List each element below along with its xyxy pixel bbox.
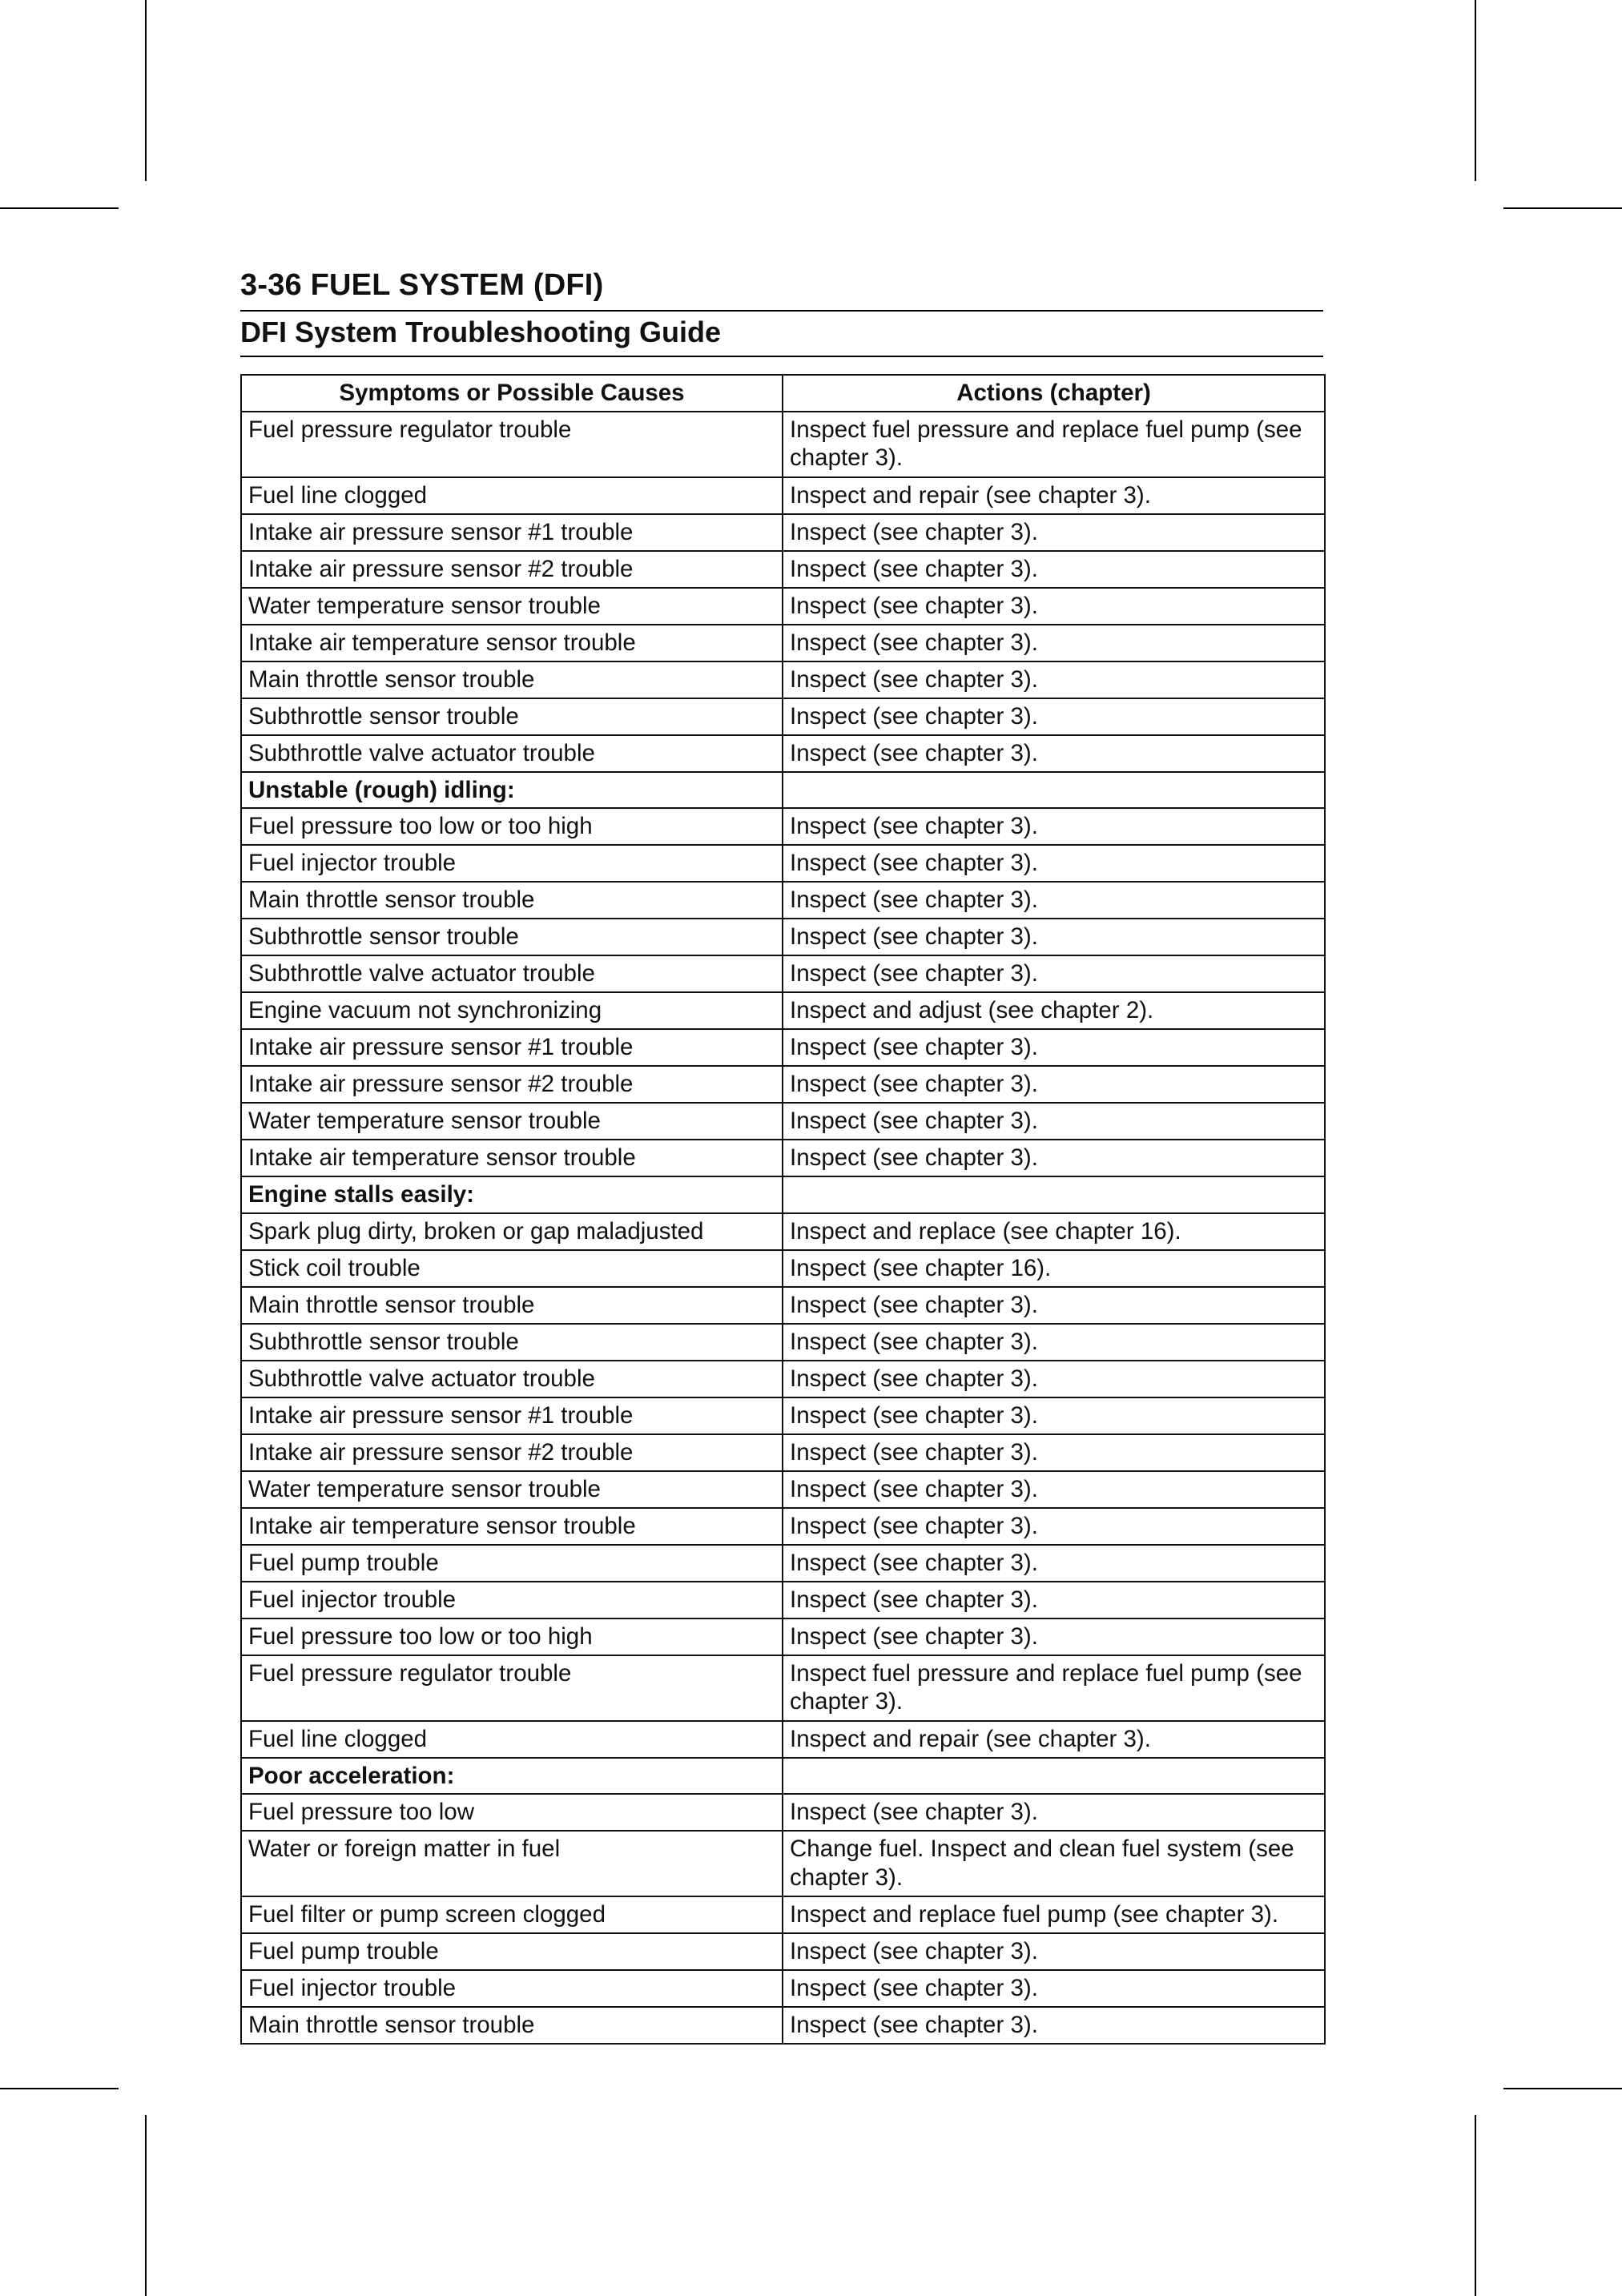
page-heading: 3-36 FUEL SYSTEM (DFI)	[240, 268, 604, 302]
cause-cell: Stick coil trouble	[241, 1250, 783, 1287]
table-row	[241, 955, 1325, 992]
action-cell: Inspect (see chapter 3).	[783, 1029, 1325, 1066]
table-row	[241, 1933, 1325, 1970]
table-row	[241, 1582, 1325, 1618]
group-heading-cell: Unstable (rough) idling:	[241, 772, 783, 809]
cause-cell: Fuel pump trouble	[241, 1933, 783, 1970]
action-cell	[783, 1758, 1325, 1795]
cause-cell: Fuel pressure too low or too high	[241, 1618, 783, 1655]
action-cell: Inspect (see chapter 3).	[783, 1103, 1325, 1140]
table-row	[241, 1140, 1325, 1176]
action-cell: Inspect (see chapter 3).	[783, 882, 1325, 919]
action-cell: Inspect (see chapter 3).	[783, 1933, 1325, 1970]
table-row	[241, 1250, 1325, 1287]
cause-cell: Water or foreign matter in fuel	[241, 1831, 783, 1896]
cause-cell: Fuel line clogged	[241, 477, 783, 514]
table-row	[241, 1213, 1325, 1250]
cause-cell: Fuel pump trouble	[241, 1545, 783, 1582]
table-row	[241, 1508, 1325, 1545]
cause-cell: Main throttle sensor trouble	[241, 661, 783, 698]
cause-cell: Intake air temperature sensor trouble	[241, 625, 783, 661]
table-row	[241, 1794, 1325, 1831]
section-heading: DFI System Troubleshooting Guide	[240, 316, 722, 348]
cause-cell: Water temperature sensor trouble	[241, 1471, 783, 1508]
table-row	[241, 808, 1325, 845]
action-cell: Inspect and repair (see chapter 3).	[783, 477, 1325, 514]
action-cell: Inspect (see chapter 3).	[783, 625, 1325, 661]
table-row	[241, 2007, 1325, 2044]
action-cell: Inspect (see chapter 3).	[783, 1618, 1325, 1655]
action-cell: Inspect (see chapter 3).	[783, 551, 1325, 588]
table-row	[241, 1618, 1325, 1655]
table-row	[241, 1066, 1325, 1103]
table-row	[241, 1397, 1325, 1434]
cause-cell: Intake air temperature sensor trouble	[241, 1140, 783, 1176]
table-row	[241, 1831, 1325, 1896]
crop-mark-bottom-right-horizontal	[1503, 2088, 1622, 2089]
cause-cell: Subthrottle sensor trouble	[241, 919, 783, 955]
action-cell: Inspect (see chapter 3).	[783, 514, 1325, 551]
crop-mark-top-right	[1475, 0, 1476, 181]
table-row	[241, 514, 1325, 551]
cause-cell: Subthrottle valve actuator trouble	[241, 955, 783, 992]
action-cell: Inspect (see chapter 3).	[783, 808, 1325, 845]
action-cell	[783, 772, 1325, 809]
crop-mark-bottom-left	[145, 2115, 147, 2296]
table-row	[241, 1287, 1325, 1324]
heading-rule	[240, 310, 1323, 312]
table-row	[241, 882, 1325, 919]
action-cell: Inspect (see chapter 3).	[783, 919, 1325, 955]
cause-cell: Subthrottle sensor trouble	[241, 1324, 783, 1361]
cause-cell: Intake air temperature sensor trouble	[241, 1508, 783, 1545]
table-row	[241, 1896, 1325, 1933]
action-cell: Inspect and adjust (see chapter 2).	[783, 992, 1325, 1029]
cause-cell: Engine vacuum not synchronizing	[241, 992, 783, 1029]
action-cell: Inspect (see chapter 3).	[783, 588, 1325, 625]
table-row	[241, 1361, 1325, 1397]
cause-cell: Fuel filter or pump screen clogged	[241, 1896, 783, 1933]
table-row	[241, 919, 1325, 955]
action-cell: Inspect (see chapter 16).	[783, 1250, 1325, 1287]
table-row	[241, 1970, 1325, 2007]
cause-cell: Intake air pressure sensor #1 trouble	[241, 514, 783, 551]
table-row	[241, 845, 1325, 882]
cause-cell: Spark plug dirty, broken or gap maladjusted	[241, 1213, 783, 1250]
table-row	[241, 1655, 1325, 1721]
table-row	[241, 1545, 1325, 1582]
action-cell	[783, 1176, 1325, 1213]
action-cell: Inspect (see chapter 3).	[783, 1140, 1325, 1176]
cause-cell: Fuel injector trouble	[241, 845, 783, 882]
action-cell: Inspect (see chapter 3).	[783, 845, 1325, 882]
cause-cell: Fuel line clogged	[241, 1721, 783, 1758]
cause-cell: Fuel pressure regulator trouble	[241, 1655, 783, 1721]
cause-cell: Fuel injector trouble	[241, 1582, 783, 1618]
action-cell: Inspect (see chapter 3).	[783, 698, 1325, 735]
cause-cell: Fuel injector trouble	[241, 1970, 783, 2007]
cause-cell: Water temperature sensor trouble	[241, 1103, 783, 1140]
action-cell: Inspect (see chapter 3).	[783, 735, 1325, 772]
column-header-causes: Symptoms or Possible Causes	[241, 375, 783, 412]
cause-cell: Subthrottle valve actuator trouble	[241, 735, 783, 772]
table-row	[241, 551, 1325, 588]
table-row	[241, 735, 1325, 772]
action-cell: Inspect (see chapter 3).	[783, 1794, 1325, 1831]
action-cell: Inspect (see chapter 3).	[783, 1287, 1325, 1324]
action-cell: Inspect (see chapter 3).	[783, 1434, 1325, 1471]
action-cell: Inspect (see chapter 3).	[783, 1582, 1325, 1618]
table-row	[241, 588, 1325, 625]
table-row	[241, 661, 1325, 698]
cause-cell: Main throttle sensor trouble	[241, 2007, 783, 2044]
action-cell: Inspect (see chapter 3).	[783, 1066, 1325, 1103]
action-cell: Inspect (see chapter 3).	[783, 2007, 1325, 2044]
action-cell: Inspect (see chapter 3).	[783, 955, 1325, 992]
table-header-row	[241, 375, 1325, 412]
cause-cell: Subthrottle sensor trouble	[241, 698, 783, 735]
section-rule	[240, 356, 1323, 357]
table-row	[241, 992, 1325, 1029]
cause-cell: Main throttle sensor trouble	[241, 1287, 783, 1324]
cause-cell: Subthrottle valve actuator trouble	[241, 1361, 783, 1397]
cause-cell: Intake air pressure sensor #2 trouble	[241, 551, 783, 588]
table-row	[241, 625, 1325, 661]
action-cell: Inspect (see chapter 3).	[783, 1508, 1325, 1545]
action-cell: Inspect (see chapter 3).	[783, 1471, 1325, 1508]
table-row	[241, 1721, 1325, 1758]
table-row	[241, 1471, 1325, 1508]
cause-cell: Fuel pressure too low or too high	[241, 808, 783, 845]
table-row	[241, 698, 1325, 735]
action-cell: Inspect (see chapter 3).	[783, 1397, 1325, 1434]
action-cell: Inspect (see chapter 3).	[783, 1324, 1325, 1361]
action-cell: Inspect (see chapter 3).	[783, 1970, 1325, 2007]
cause-cell: Fuel pressure regulator trouble	[241, 412, 783, 477]
table-row	[241, 412, 1325, 477]
action-cell: Inspect and replace (see chapter 16).	[783, 1213, 1325, 1250]
action-cell: Inspect (see chapter 3).	[783, 1545, 1325, 1582]
cause-cell: Water temperature sensor trouble	[241, 588, 783, 625]
group-heading-cell: Engine stalls easily:	[241, 1176, 783, 1213]
table-row	[241, 1103, 1325, 1140]
action-cell: Inspect (see chapter 3).	[783, 661, 1325, 698]
crop-mark-top-right-horizontal	[1503, 207, 1622, 209]
column-header-actions: Actions (chapter)	[783, 375, 1325, 412]
crop-mark-top-left-horizontal	[0, 207, 119, 209]
action-cell: Inspect fuel pressure and replace fuel pump (see chapter 3).	[783, 1655, 1325, 1721]
cause-cell: Intake air pressure sensor #2 trouble	[241, 1066, 783, 1103]
cause-cell: Intake air pressure sensor #1 trouble	[241, 1397, 783, 1434]
action-cell: Change fuel. Inspect and clean fuel system (see chapter 3).	[783, 1831, 1325, 1896]
cause-cell: Intake air pressure sensor #2 trouble	[241, 1434, 783, 1471]
table-group-heading-row	[241, 772, 1325, 809]
action-cell: Inspect and replace fuel pump (see chapter 3).	[783, 1896, 1325, 1933]
cause-cell: Main throttle sensor trouble	[241, 882, 783, 919]
troubleshooting-table	[240, 374, 1326, 2045]
cause-cell: Intake air pressure sensor #1 trouble	[241, 1029, 783, 1066]
group-heading-cell: Poor acceleration:	[241, 1758, 783, 1795]
table-row	[241, 1324, 1325, 1361]
action-cell: Inspect (see chapter 3).	[783, 1361, 1325, 1397]
table-body	[241, 412, 1325, 2045]
table-row	[241, 477, 1325, 514]
table-group-heading-row	[241, 1758, 1325, 1795]
action-cell: Inspect fuel pressure and replace fuel pump (see chapter 3).	[783, 412, 1325, 477]
table-row	[241, 1029, 1325, 1066]
table-row	[241, 1434, 1325, 1471]
crop-mark-bottom-left-horizontal	[0, 2088, 119, 2089]
table-group-heading-row	[241, 1176, 1325, 1213]
action-cell: Inspect and repair (see chapter 3).	[783, 1721, 1325, 1758]
crop-mark-bottom-right	[1475, 2115, 1476, 2296]
cause-cell: Fuel pressure too low	[241, 1794, 783, 1831]
crop-mark-top-left	[145, 0, 147, 181]
